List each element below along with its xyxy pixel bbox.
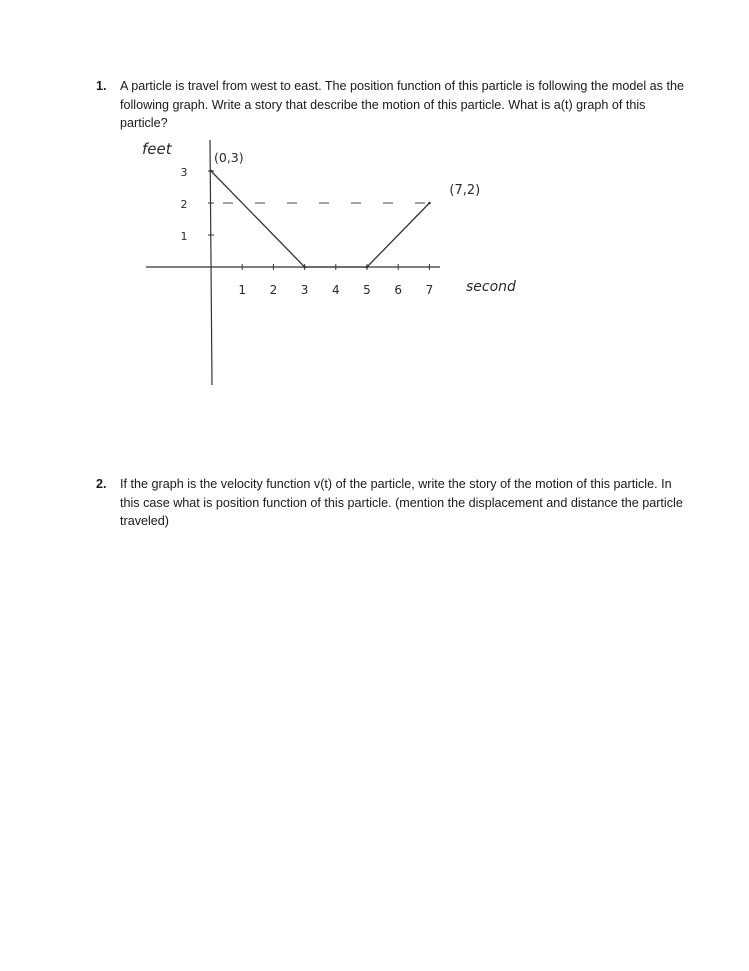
data-point <box>366 266 369 269</box>
x-axis-label: second <box>466 279 516 295</box>
x-tick-label: 6 <box>394 283 403 297</box>
y-tick-label: 1 <box>180 230 188 243</box>
x-tick-label: 4 <box>331 283 340 297</box>
question-2-text: If the graph is the velocity function v(t) of the particle, write the story of the motion of this particle. In this case what is position function of this particle. (mention the displacement and distance the particle traveled) <box>120 477 683 528</box>
data-point <box>303 266 306 269</box>
question-1-number: 1. <box>96 79 107 93</box>
annotation-end-point: (7,2) <box>449 183 481 198</box>
data-point <box>428 202 431 205</box>
question-2-number: 2. <box>96 477 107 491</box>
x-tick-label: 5 <box>363 283 371 297</box>
position-line <box>211 171 429 267</box>
annotation-start-point: (0,3) <box>214 150 244 165</box>
y-axis <box>210 140 212 385</box>
x-tick-label: 1 <box>238 283 247 297</box>
question-1-text: A particle is travel from west to east. The position function of this particle is following the model as the following graph. Write a story that describe the motion of this particle. What is a(t) graph of this particle? <box>120 79 684 130</box>
x-tick-label: 2 <box>269 283 278 297</box>
y-tick-label: 3 <box>180 166 188 179</box>
y-axis-label: feet <box>142 140 172 158</box>
x-tick-label: 3 <box>300 283 309 297</box>
y-tick-label: 2 <box>180 198 188 211</box>
x-tick-label: 7 <box>425 283 434 297</box>
data-point <box>210 170 213 173</box>
